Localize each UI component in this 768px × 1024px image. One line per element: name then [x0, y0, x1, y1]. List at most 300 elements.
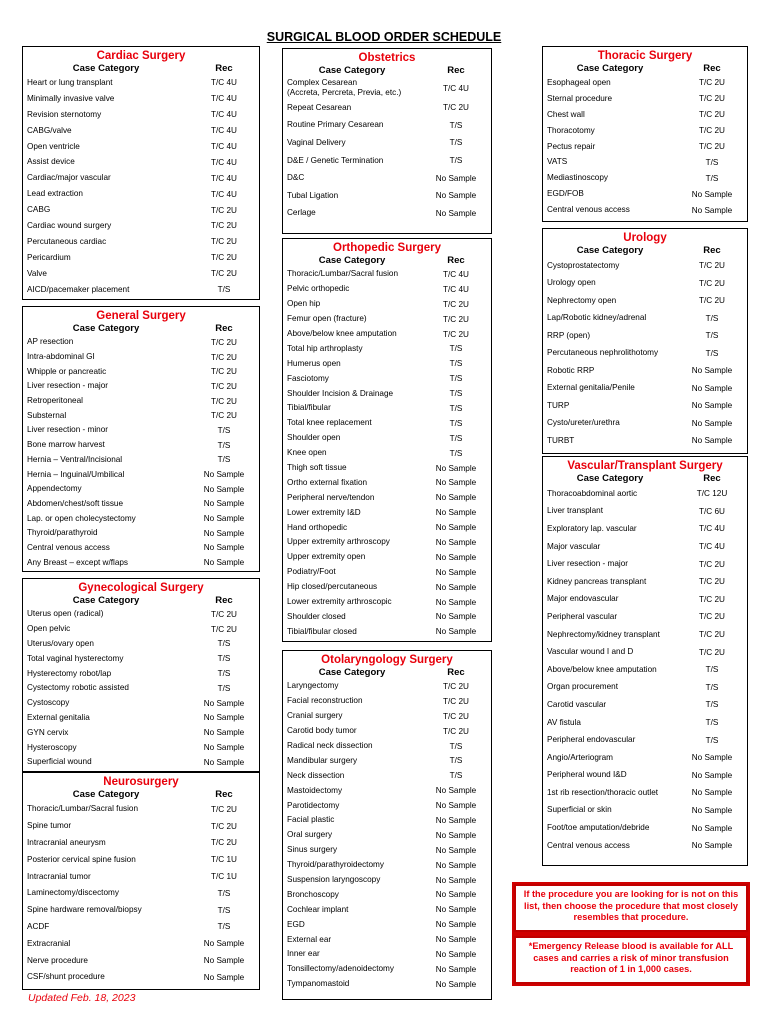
table-row: [543, 380, 747, 398]
rec-cell: T/C 6U: [699, 506, 725, 516]
table-row: [23, 335, 259, 350]
rec-cell: T/S: [705, 682, 719, 692]
section-thoracic: [542, 46, 748, 222]
rec-cell: T/C 2U: [699, 94, 725, 104]
rec-cell: No Sample: [435, 173, 477, 183]
table-row: [543, 538, 747, 556]
case-category-cell: Lap/Robotic kidney/adrenal: [547, 313, 647, 323]
table-row: [283, 609, 491, 624]
rec-cell: T/C 2U: [699, 126, 725, 136]
table-row: [543, 107, 747, 123]
rec-cell: No Sample: [435, 478, 477, 488]
table-row: [23, 186, 259, 202]
table-row: [23, 453, 259, 468]
rec-cell: T/S: [449, 448, 463, 458]
table-row: [283, 356, 491, 371]
rec-cell: T/C 2U: [443, 711, 469, 721]
rec-cell: T/S: [449, 374, 463, 384]
table-row: [543, 731, 747, 749]
table-row: [23, 969, 259, 986]
rec-cell: T/S: [217, 285, 231, 295]
table-row: [23, 379, 259, 394]
table-row: [23, 423, 259, 438]
table-row: [23, 885, 259, 902]
table-row: [23, 91, 259, 107]
case-category-header: Case Category: [72, 63, 140, 74]
case-category-cell: Kidney pancreas transplant: [547, 576, 647, 586]
section-title: Urology: [623, 232, 667, 244]
table-row: [23, 75, 259, 91]
rec-cell: T/S: [217, 905, 231, 915]
table-row: [283, 386, 491, 401]
case-category-cell: Tubal Ligation: [287, 190, 339, 200]
rec-cell: No Sample: [691, 189, 733, 199]
case-category-cell: Humerus open: [287, 358, 341, 368]
rec-cell: T/C 12U: [696, 489, 728, 499]
rec-cell: No Sample: [203, 499, 245, 509]
rec-cell: T/C 2U: [699, 78, 725, 88]
rec-cell: T/C 2U: [443, 726, 469, 736]
case-category-cell: Hysteroscopy: [27, 742, 77, 752]
rec-cell: T/C 4U: [211, 142, 237, 151]
rec-header: Rec: [703, 63, 721, 74]
case-category-header: Case Category: [576, 63, 644, 74]
rec-cell: No Sample: [435, 537, 477, 547]
rec-cell: T/C 4U: [699, 542, 725, 552]
table-row: [283, 535, 491, 550]
table-row: [283, 962, 491, 977]
table-row: [23, 526, 259, 541]
table-row: [23, 250, 259, 266]
rec-cell: T/C 2U: [211, 838, 237, 848]
table-row: [23, 282, 259, 298]
case-category-cell: Facial reconstruction: [287, 696, 363, 706]
case-category-cell: Total hip arthroplasty: [287, 343, 363, 353]
rec-header: Rec: [703, 245, 721, 256]
rec-cell: T/S: [449, 138, 463, 148]
table-row: [23, 935, 259, 952]
case-category-header: Case Category: [318, 255, 386, 266]
case-category-cell: Abdomen/chest/soft tissue: [27, 498, 124, 508]
case-category-cell: Exploratory lap. vascular: [547, 523, 637, 533]
table-row: [283, 724, 491, 739]
table-row: [543, 292, 747, 310]
case-category-cell: Open pelvic: [27, 624, 71, 634]
case-category-cell: Peripheral wound I&D: [547, 770, 627, 780]
rec-cell: No Sample: [203, 972, 245, 982]
rec-cell: T/C 2U: [699, 296, 725, 306]
case-category-cell: Minimally invasive valve: [27, 93, 115, 103]
case-category-cell: Percutaneous cardiac: [27, 236, 107, 246]
page-title: SURGICAL BLOOD ORDER SCHEDULE: [266, 30, 502, 44]
table-row: [283, 327, 491, 342]
case-category-cell: Nephrectomy open: [547, 295, 617, 305]
table-row: [543, 520, 747, 538]
table-row: [283, 624, 491, 639]
table-row: [23, 482, 259, 497]
rec-cell: No Sample: [435, 905, 477, 915]
rec-cell: No Sample: [435, 786, 477, 796]
rec-cell: T/C 4U: [211, 94, 237, 104]
case-category-header: Case Category: [72, 789, 140, 800]
table-row: [283, 902, 491, 917]
table-row: [23, 541, 259, 556]
table-row: [283, 490, 491, 505]
table-row: [23, 350, 259, 365]
table-row: [23, 408, 259, 423]
case-category-cell: Intra-abdominal GI: [27, 352, 95, 362]
table-row: [283, 297, 491, 312]
case-category-header: Case Category: [72, 323, 140, 334]
rec-cell: T/C 2U: [211, 237, 237, 247]
case-category-header: Case Category: [576, 245, 644, 256]
section-title: Neurosurgery: [103, 776, 179, 788]
case-category-cell: Routine Primary Cesarean: [287, 120, 384, 130]
table-row: [23, 234, 259, 250]
rec-cell: T/C 4U: [211, 78, 237, 88]
table-row: [23, 801, 259, 818]
case-category-cell: Lower extremity arthroscopic: [287, 597, 392, 607]
table-row: [543, 819, 747, 837]
table-row: [283, 446, 491, 461]
table-row: [543, 643, 747, 661]
table-row: [23, 851, 259, 868]
table-row: [23, 666, 259, 681]
case-category-header: Case Category: [72, 595, 140, 606]
section-cardiac: [22, 46, 260, 300]
case-category-cell: Peripheral vascular: [547, 611, 618, 621]
table-row: [543, 714, 747, 732]
case-category-cell: Hernia – Ventral/Incisional: [27, 454, 123, 464]
table-row: [283, 169, 491, 187]
table-row: [543, 275, 747, 293]
case-category-cell: Cardiac/major vascular: [27, 173, 111, 183]
rec-cell: T/C 2U: [211, 609, 237, 619]
case-category-cell: Vaginal Delivery: [287, 137, 346, 147]
section-urology: [542, 228, 748, 454]
table-row: [23, 202, 259, 218]
rec-cell: T/S: [705, 700, 719, 710]
case-category-cell: Cysto/ureter/urethra: [547, 418, 620, 428]
rec-cell: T/S: [449, 756, 463, 766]
case-category-cell: Thoracic/Lumbar/Sacral fusion: [287, 269, 399, 279]
rec-cell: T/C 4U: [211, 126, 237, 136]
table-row: [283, 461, 491, 476]
table-row: [283, 371, 491, 386]
case-category-cell: D&E / Genetic Termination: [287, 155, 384, 165]
rec-cell: No Sample: [691, 788, 733, 798]
case-category-cell: Femur open (fracture): [287, 314, 367, 324]
case-category-cell: Bone marrow harvest: [27, 440, 105, 450]
case-category-cell: Tympanomastoid: [287, 979, 350, 989]
case-category-cell: Uterus open (radical): [27, 609, 104, 619]
table-row: [283, 580, 491, 595]
rec-cell: T/S: [705, 313, 719, 323]
table-row: [543, 91, 747, 107]
table-row: [23, 497, 259, 512]
rec-cell: T/S: [449, 359, 463, 369]
rec-cell: T/C 2U: [699, 612, 725, 622]
case-category-cell: Open ventricle: [27, 141, 80, 151]
case-category-cell: Above/below knee amputation: [287, 329, 397, 338]
rec-cell: T/S: [449, 344, 463, 354]
table-row: [543, 591, 747, 609]
table-row: [23, 266, 259, 282]
case-category-cell: Knee open: [287, 448, 327, 458]
rec-cell: No Sample: [435, 949, 477, 959]
case-category-cell: Cystoprostatectomy: [547, 260, 620, 270]
rec-cell: T/C 4U: [699, 524, 725, 534]
rec-cell: No Sample: [435, 463, 477, 473]
case-category-cell: Laryngectomy: [287, 681, 339, 691]
table-row: [543, 661, 747, 679]
table-row: [283, 117, 491, 135]
rec-cell: No Sample: [435, 523, 477, 533]
table-row: [283, 99, 491, 117]
table-row: [543, 310, 747, 328]
case-category-cell: RRP (open): [547, 330, 591, 340]
rec-cell: No Sample: [691, 805, 733, 815]
rec-cell: T/C 4U: [443, 83, 469, 93]
case-category-cell: Thyroid/parathyroid: [27, 528, 98, 538]
case-category-cell: Carotid body tumor: [287, 726, 357, 736]
case-category-cell: Pelvic orthopedic: [287, 284, 350, 294]
table-row: [283, 917, 491, 932]
rec-cell: T/C 2U: [443, 299, 469, 309]
case-category-cell: Appendectomy: [27, 484, 82, 494]
case-category-cell: Complex Cesarean (Accreta, Percreta, Previa, etc.): [287, 78, 402, 97]
table-row: [283, 134, 491, 152]
table-row: [543, 696, 747, 714]
table-row: [543, 75, 747, 91]
rec-cell: No Sample: [691, 205, 733, 215]
case-category-header: Case Category: [318, 65, 386, 76]
table-row: [283, 267, 491, 282]
case-category-cell: Superficial wound: [27, 757, 92, 767]
table-row: [283, 475, 491, 490]
table-row: [543, 432, 747, 450]
rec-cell: No Sample: [435, 552, 477, 562]
rec-cell: T/C 2U: [211, 367, 237, 377]
not-listed-note: [512, 882, 750, 934]
rec-cell: T/S: [449, 403, 463, 413]
table-row: [23, 902, 259, 919]
rec-cell: No Sample: [435, 493, 477, 503]
section-orthopedic: [282, 238, 492, 642]
table-row: [283, 709, 491, 724]
table-row: [283, 152, 491, 170]
rec-cell: T/C 4U: [211, 157, 237, 167]
case-category-cell: ACDF: [27, 921, 50, 931]
rec-cell: T/S: [705, 348, 719, 358]
rec-header: Rec: [447, 65, 465, 76]
rec-cell: No Sample: [203, 939, 245, 949]
case-category-cell: Shoulder open: [287, 433, 341, 443]
case-category-cell: Chest wall: [547, 109, 585, 119]
rec-cell: No Sample: [435, 830, 477, 840]
table-row: [283, 798, 491, 813]
rec-cell: No Sample: [435, 627, 477, 637]
case-category-cell: Central venous access: [547, 840, 630, 850]
case-category-cell: Organ procurement: [547, 682, 618, 692]
case-category-cell: Heart or lung transplant: [27, 77, 113, 87]
rec-cell: No Sample: [691, 770, 733, 780]
rec-cell: T/S: [705, 735, 719, 745]
table-row: [23, 818, 259, 835]
case-category-cell: Total knee replacement: [287, 418, 372, 428]
case-category-cell: Cystoscopy: [27, 698, 70, 708]
table-row: [543, 608, 747, 626]
case-category-cell: Central venous access: [27, 542, 110, 552]
table-row: [23, 607, 259, 622]
table-row: [23, 755, 259, 770]
case-category-cell: Lap. or open cholecystectomy: [27, 513, 136, 523]
table-row: [283, 416, 491, 431]
rec-header: Rec: [447, 667, 465, 678]
table-row: [543, 327, 747, 345]
case-category-cell: Intracranial tumor: [27, 871, 91, 881]
case-category-cell: Facial plastic: [287, 815, 335, 825]
section-obstetrics: [282, 48, 492, 234]
rec-cell: T/C 1U: [211, 855, 237, 865]
table-row: [23, 555, 259, 570]
table-row: [23, 123, 259, 139]
case-category-cell: Tibial/fibular: [287, 403, 331, 413]
rec-cell: No Sample: [435, 920, 477, 930]
table-row: [283, 550, 491, 565]
case-category-cell: External genitalia/Penile: [547, 383, 635, 393]
case-category-cell: Parotidectomy: [287, 800, 340, 810]
section-title: Gynecological Surgery: [78, 582, 204, 594]
case-category-cell: Hand orthopedic: [287, 522, 348, 532]
rec-cell: T/C 2U: [211, 253, 237, 263]
rec-cell: T/C 2U: [699, 577, 725, 587]
rec-cell: No Sample: [203, 757, 245, 767]
case-category-cell: Revision sternotomy: [27, 109, 102, 119]
case-category-cell: Mastoidectomy: [287, 785, 343, 795]
case-category-cell: Liver resection - minor: [27, 425, 108, 435]
table-row: [23, 919, 259, 936]
rec-cell: No Sample: [435, 860, 477, 870]
rec-cell: T/C 2U: [211, 269, 237, 279]
rec-cell: No Sample: [435, 801, 477, 811]
rec-cell: No Sample: [691, 366, 733, 376]
case-category-cell: Mandibular surgery: [287, 755, 358, 765]
rec-cell: T/S: [217, 639, 231, 649]
case-category-cell: Any Breast – except w/flaps: [27, 557, 129, 567]
case-category-cell: Thoracotomy: [547, 125, 595, 135]
case-category-cell: External ear: [287, 934, 332, 944]
case-category-cell: Major vascular: [547, 541, 601, 551]
rec-cell: No Sample: [435, 890, 477, 900]
table-row: [23, 107, 259, 123]
case-category-cell: CABG/valve: [27, 125, 72, 135]
table-row: [23, 394, 259, 409]
case-category-cell: External genitalia: [27, 712, 90, 722]
table-row: [543, 626, 747, 644]
rec-cell: T/S: [449, 741, 463, 751]
case-category-header: Case Category: [576, 473, 644, 484]
table-row: [283, 739, 491, 754]
case-category-cell: Hip closed/percutaneous: [287, 582, 378, 592]
rec-cell: T/S: [217, 425, 231, 435]
rec-cell: T/S: [217, 888, 231, 898]
rec-cell: T/S: [705, 665, 719, 675]
table-row: [543, 345, 747, 363]
rec-cell: T/C 2U: [443, 329, 469, 339]
table-row: [283, 77, 491, 99]
rec-cell: T/C 2U: [699, 594, 725, 604]
table-row: [283, 873, 491, 888]
case-category-cell: D&C: [287, 173, 305, 183]
case-category-cell: Tibial/fibular closed: [287, 626, 357, 636]
case-category-cell: 1st rib resection/thoracic outlet: [547, 787, 659, 797]
rec-cell: No Sample: [203, 558, 245, 568]
case-category-cell: Pectus repair: [547, 141, 596, 151]
rec-cell: T/S: [705, 157, 719, 167]
table-row: [543, 767, 747, 785]
table-row: [283, 520, 491, 535]
table-row: [283, 768, 491, 783]
table-row: [283, 813, 491, 828]
table-row: [283, 187, 491, 205]
rec-cell: T/C 4U: [443, 269, 469, 279]
table-row: [23, 637, 259, 652]
table-row: [543, 123, 747, 139]
rec-header: Rec: [703, 473, 721, 484]
case-category-cell: Hysterectomy robot/lap: [27, 668, 112, 678]
case-category-cell: Tonsillectomy/adenoidectomy: [287, 964, 394, 974]
rec-cell: No Sample: [435, 845, 477, 855]
rec-cell: No Sample: [435, 935, 477, 945]
case-category-cell: Shoulder Incision & Drainage: [287, 388, 394, 398]
section-title: Thoracic Surgery: [597, 50, 693, 62]
case-category-cell: Hernia – Inguinal/Umbilical: [27, 469, 125, 479]
rec-cell: T/S: [217, 440, 231, 450]
table-row: [283, 783, 491, 798]
rec-cell: T/S: [217, 669, 231, 679]
section-neurosurgery: [22, 772, 260, 990]
rec-cell: T/C 2U: [699, 142, 725, 151]
case-category-cell: Liver transplant: [547, 506, 603, 516]
rec-cell: No Sample: [435, 964, 477, 974]
rec-cell: No Sample: [435, 979, 477, 989]
case-category-cell: Upper extremity arthroscopy: [287, 537, 390, 547]
case-category-cell: VATS: [547, 157, 568, 167]
rec-cell: No Sample: [203, 543, 245, 553]
case-category-cell: Open hip: [287, 299, 321, 309]
table-row: [543, 485, 747, 503]
table-row: [23, 511, 259, 526]
case-category-cell: Robotic RRP: [547, 365, 595, 375]
rec-cell: T/S: [449, 433, 463, 443]
table-row: [543, 573, 747, 591]
case-category-cell: Assist device: [27, 157, 75, 167]
case-category-cell: Cerlage: [287, 208, 316, 218]
table-row: [23, 725, 259, 740]
rec-cell: No Sample: [435, 597, 477, 607]
case-category-cell: Neck dissection: [287, 770, 345, 780]
case-category-cell: Intracranial aneurysm: [27, 837, 106, 847]
rec-header: Rec: [215, 63, 233, 74]
rec-cell: T/C 4U: [211, 110, 237, 120]
rec-header: Rec: [215, 323, 233, 334]
case-category-cell: Nerve procedure: [27, 955, 88, 965]
table-row: [23, 154, 259, 170]
case-category-cell: Posterior cervical spine fusion: [27, 854, 136, 864]
rec-cell: No Sample: [203, 484, 245, 494]
table-row: [543, 170, 747, 186]
